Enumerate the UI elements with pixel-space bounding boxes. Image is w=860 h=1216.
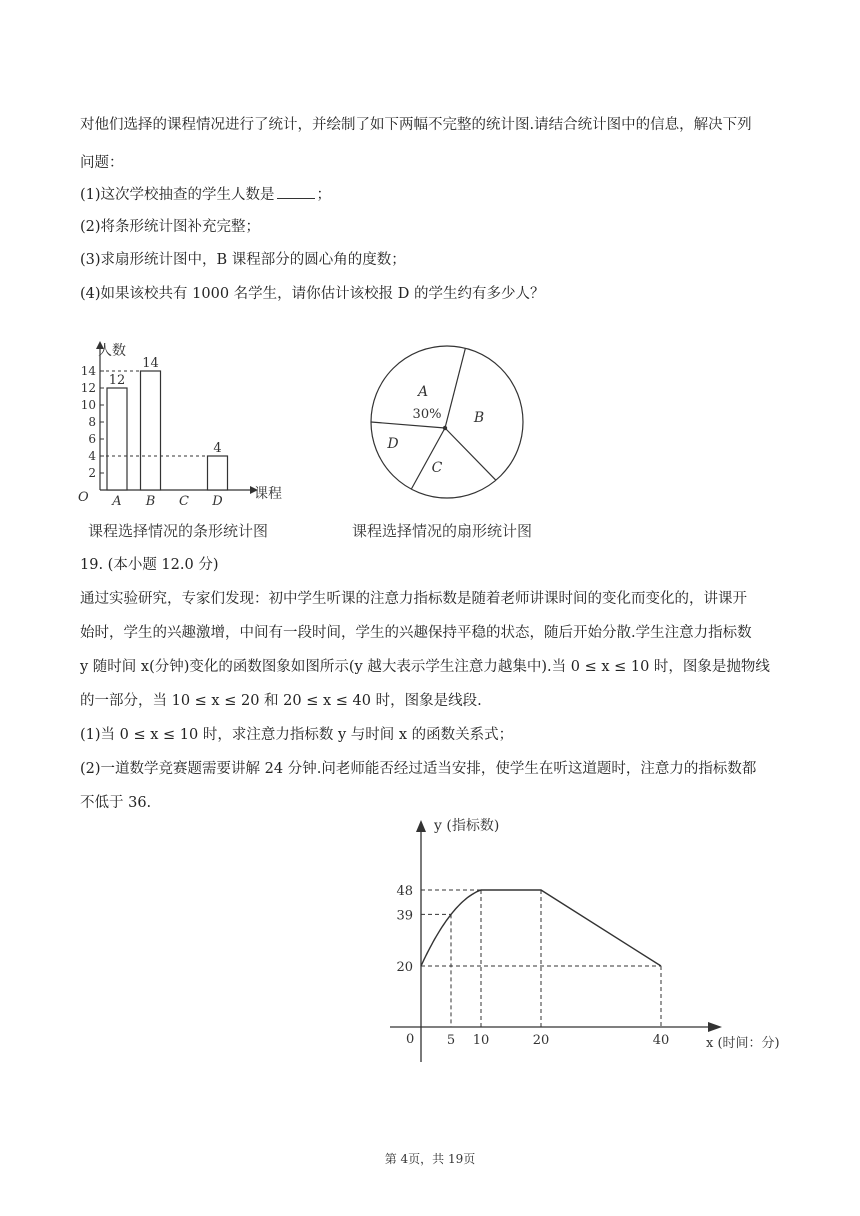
q18-part1-end: ； <box>316 187 332 203</box>
q19-part1: (1)当 0 ≤ x ≤ 10 时，求注意力指标数 y 与时间 x 的函数关系式； <box>80 727 514 743</box>
q18-part2: (2)将条形统计图补充完整； <box>80 219 261 235</box>
bar-data-label: 14 <box>142 356 159 371</box>
intro-line-2: 问题： <box>80 155 124 171</box>
fn-x-tick-label: 5 <box>446 1033 456 1048</box>
bar-y-tick-label: 8 <box>88 415 96 429</box>
pie-label-C: C <box>431 460 443 476</box>
bar-category-label: B <box>145 494 156 509</box>
answer-blank <box>277 186 315 199</box>
pie-center <box>443 426 447 430</box>
bar-y-tick-label: 10 <box>80 398 96 412</box>
bar-D <box>208 456 228 490</box>
intro-line-1: 对他们选择的课程情况进行了统计，并绘制了如下两幅不完整的统计图.请结合统计图中的信息，解决下列 <box>80 117 752 133</box>
fn-y-tick-label: 20 <box>396 960 413 975</box>
bar-y-tick-label: 2 <box>88 466 96 480</box>
bar-chart-caption: 课程选择情况的条形统计图 <box>88 522 269 540</box>
fn-x-tick-label: 40 <box>652 1033 670 1048</box>
fn-y-tick-label: 39 <box>396 908 413 924</box>
bar-A <box>107 388 127 490</box>
page-footer: 第 4页，共 19页 <box>384 1152 476 1166</box>
q19-line-3: y 随时间 x(分钟)变化的函数图象如图所示(y 越大表示学生注意力越集中).当 0 ≤ x ≤ 10 时，图象是抛物线 <box>80 659 770 675</box>
q19-line-2: 始时，学生的兴趣激增，中间有一段时间，学生的兴趣保持平稳的状态，随后开始分散.学生注意力指标数 <box>80 625 752 641</box>
fn-xlabel: x (时间：分) <box>706 1036 780 1051</box>
bar-B <box>141 371 161 490</box>
bar-y-tick-label: 4 <box>88 449 96 463</box>
fn-y-arrow <box>416 820 426 832</box>
function-graph <box>380 810 800 1075</box>
q18-part3: (3)求扇形统计图中，B 课程部分的圆心角的度数； <box>80 252 406 268</box>
pie-label-B: B <box>473 410 485 426</box>
bar-y-tick-label: 14 <box>80 364 96 378</box>
bar-xlabel: 课程 <box>254 486 282 502</box>
q19-header: 19. (本小题 12.0 分) <box>80 557 219 573</box>
q19-line-4: 的一部分，当 10 ≤ x ≤ 20 和 20 ≤ x ≤ 40 时，图象是线段. <box>80 693 482 709</box>
bar-category-label: A <box>112 494 122 509</box>
pie-chart-caption: 课程选择情况的扇形统计图 <box>352 522 533 540</box>
bar-category-label: D <box>212 494 223 509</box>
fn-y-tick-label: 48 <box>396 884 413 899</box>
bar-ylabel: 人数 <box>98 343 126 359</box>
bar-data-label: 4 <box>213 441 222 456</box>
bar-y-tick-label: 12 <box>80 381 96 395</box>
q19-part2-a: (2)一道数学竞赛题需要讲解 24 分钟.问老师能否经过适当安排，使学生在听这道题时，注意力的指标数都 <box>80 761 757 777</box>
fn-x-arrow <box>708 1022 722 1032</box>
fn-x-tick-label: 10 <box>472 1033 490 1048</box>
fn-origin: 0 <box>406 1032 415 1047</box>
bar-category-label: C <box>179 494 189 509</box>
pie-label-D: D <box>387 436 399 452</box>
pie-annotation-A: 30% <box>412 407 442 422</box>
q18-part1-text: (1)这次学校抽查的学生人数是 <box>80 187 275 203</box>
q19-part2-b: 不低于 36. <box>80 795 152 811</box>
bar-origin: O <box>78 490 89 505</box>
bar-chart <box>70 335 300 510</box>
fn-ylabel: y (指标数) <box>434 818 500 834</box>
q19-line-1: 通过实验研究，专家们发现：初中学生听课的注意力指标数是随着老师讲课时间的变化而变化的，讲课开 <box>80 591 747 607</box>
q18-part1 <box>80 183 331 204</box>
bar-y-tick-label: 6 <box>88 432 96 446</box>
pie-chart <box>365 340 535 510</box>
fn-x-tick-label: 20 <box>532 1033 550 1048</box>
bar-data-label: 12 <box>108 373 126 388</box>
pie-label-A: A <box>417 384 429 400</box>
q18-part4: (4)如果该校共有 1000 名学生，请你估计该校报 D 的学生约有多少人？ <box>80 286 545 302</box>
